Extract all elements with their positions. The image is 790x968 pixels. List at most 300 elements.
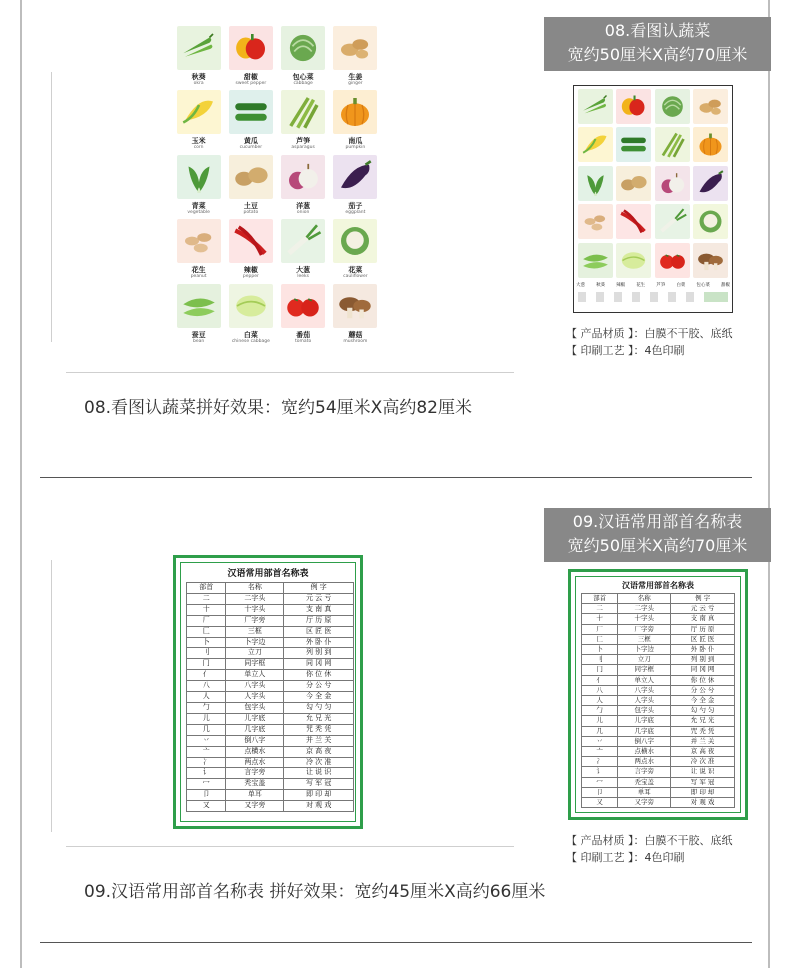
vegetable-name: 玉米: [191, 137, 206, 146]
radical-name-cell: 十字头: [226, 604, 284, 615]
example-chars-cell: 同 冈 网: [284, 659, 354, 670]
vegetable-card: [654, 204, 691, 240]
vegetable-card: [654, 166, 691, 202]
radical-cell: 卜: [582, 645, 618, 655]
vegetable-name: 包心菜: [292, 73, 314, 81]
table-row: [187, 615, 354, 626]
table-row: [582, 624, 735, 634]
radical-name-cell: 言字旁: [226, 768, 284, 779]
table-row: [582, 706, 735, 716]
bok-choy-icon: [177, 155, 221, 199]
product-size-line: 宽约50厘米X高约70厘米: [567, 536, 748, 555]
table-row: [187, 779, 354, 790]
pumpkin-icon: [333, 90, 377, 134]
small-poster-footer-label: 甜椒: [720, 283, 730, 288]
radical-cell: 丷: [187, 735, 226, 746]
small-poster-footer-label: 辣椒: [616, 283, 626, 288]
radical-cell: 亻: [582, 675, 618, 685]
chili-icon: [229, 219, 273, 263]
table-row: [187, 637, 354, 648]
radicals-poster-title: 汉语常用部首名称表: [227, 569, 309, 579]
vegetable-name: 洋葱: [296, 201, 311, 210]
table-row: [582, 787, 735, 797]
radical-cell: 匚: [582, 634, 618, 644]
onion-icon: [281, 155, 325, 199]
radical-name-cell: 三框: [618, 634, 671, 644]
vegetable-card: [280, 219, 327, 283]
vegetable-name: 生姜: [348, 73, 363, 81]
chili-icon: [616, 204, 651, 239]
example-chars-cell: 并 兰 关: [671, 736, 735, 746]
radical-cell: 儿: [582, 716, 618, 726]
vegetable-card: [227, 284, 274, 348]
vegetable-card: [654, 127, 691, 163]
radical-cell: 冖: [187, 779, 226, 790]
table-row: [187, 801, 354, 812]
vegetable-card: [175, 26, 222, 90]
example-chars-cell: 勾 勺 匀: [671, 706, 735, 716]
radical-name-cell: 人字头: [226, 692, 284, 703]
example-chars-cell: 分 公 兮: [284, 681, 354, 692]
vegetable-card: [693, 243, 730, 279]
table-row: [582, 665, 735, 675]
table-row: [582, 645, 735, 655]
potato-icon: [616, 166, 651, 201]
vegetable-card: [332, 155, 379, 219]
radicals-column-header: 例 字: [671, 594, 735, 604]
example-chars-cell: 今 全 金: [671, 696, 735, 706]
radical-name-cell: 秃宝盖: [226, 779, 284, 790]
radical-cell: 厂: [582, 624, 618, 634]
example-chars-cell: 并 兰 关: [284, 735, 354, 746]
radicals-poster-title: 汉语常用部首名称表: [622, 581, 694, 590]
radical-name-cell: 秃宝盖: [618, 777, 671, 787]
vegetable-card: [227, 219, 274, 283]
table-row: [582, 634, 735, 644]
vegetable-english-name: ginger: [348, 81, 363, 86]
vegetable-english-name: cabbage: [293, 81, 313, 86]
radical-cell: 二: [582, 604, 618, 614]
vegetable-card: [332, 90, 379, 154]
radical-name-cell: 几字底: [226, 724, 284, 735]
radical-name-cell: 点横水: [226, 746, 284, 757]
radical-name-cell: 人字头: [618, 696, 671, 706]
example-chars-cell: 你 位 休: [284, 670, 354, 681]
radical-name-cell: 包字头: [618, 706, 671, 716]
cabbage-icon: [281, 26, 325, 70]
table-row: [582, 716, 735, 726]
vegetable-card: [577, 166, 614, 202]
example-chars-cell: 厅 历 原: [284, 615, 354, 626]
okra-icon: [578, 89, 613, 124]
vegetable-english-name: chinese cabbage: [231, 338, 270, 344]
small-poster-labels-row: [578, 292, 728, 306]
radical-name-cell: 八字头: [618, 685, 671, 695]
table-row: [187, 670, 354, 681]
table-row: [582, 655, 735, 665]
radical-name-cell: 同字框: [226, 659, 284, 670]
radical-cell: 讠: [187, 768, 226, 779]
vegetable-card: [577, 127, 614, 163]
vegetable-english-name: potato: [243, 209, 259, 215]
radical-cell: 又: [582, 798, 618, 808]
vegetable-card: [693, 89, 730, 125]
vegetable-english-name: bean: [193, 338, 205, 344]
radical-name-cell: 几字底: [618, 726, 671, 736]
example-chars-cell: 对 观 戏: [671, 798, 735, 808]
product-size-line: 宽约50厘米X高约70厘米: [567, 45, 748, 64]
tomato-icon: [281, 284, 325, 328]
ginger-icon: [333, 26, 377, 70]
vegetable-card: [616, 166, 653, 202]
table-row: [582, 747, 735, 757]
example-chars-cell: 勾 勺 匀: [284, 702, 354, 713]
radical-name-cell: 卜字边: [618, 645, 671, 655]
radical-name-cell: 二字头: [618, 604, 671, 614]
vegetable-name: 花生: [191, 266, 206, 275]
vegetable-card: [280, 26, 327, 90]
example-chars-cell: 写 军 冠: [284, 779, 354, 790]
radical-name-cell: 又字旁: [618, 798, 671, 808]
radical-cell: 冖: [582, 777, 618, 787]
radical-cell: 几: [187, 724, 226, 735]
vegetable-card: [654, 89, 691, 125]
table-row: [187, 626, 354, 637]
vegetable-name: 花菜: [348, 266, 363, 275]
vegetable-english-name: sweet pepper: [235, 81, 267, 86]
corn-icon: [177, 90, 221, 134]
example-chars-cell: 允 兄 光: [671, 716, 735, 726]
radical-cell: 八: [187, 681, 226, 692]
radical-name-cell: 又字旁: [226, 801, 284, 812]
radicals-column-header: 名称: [226, 583, 284, 594]
radical-name-cell: 儿字底: [226, 713, 284, 724]
example-chars-cell: 区 匠 医: [671, 634, 735, 644]
table-row: [582, 604, 735, 614]
radical-name-cell: 两点水: [618, 757, 671, 767]
vertical-guide-line: [51, 560, 52, 832]
cucumber-icon: [616, 127, 651, 162]
cauliflower-icon: [693, 204, 728, 239]
vegetable-card: [332, 26, 379, 90]
mushroom-icon: [333, 284, 377, 328]
radical-name-cell: 十字头: [618, 614, 671, 624]
printing-info: 【 印刷工艺 】：4色印刷: [566, 344, 685, 357]
radical-cell: 亠: [187, 746, 226, 757]
eggplant-icon: [693, 166, 728, 201]
radical-cell: 厂: [187, 615, 226, 626]
radicals-column-header: 例 字: [284, 583, 354, 594]
small-poster-footer-label: 秋葵: [596, 283, 606, 288]
bean-icon: [578, 243, 613, 278]
vegetable-name: 黄瓜: [243, 137, 258, 146]
example-chars-cell: 厅 历 原: [671, 624, 735, 634]
small-poster-footer-label: 大葱: [576, 283, 585, 288]
vegetable-english-name: okra: [193, 81, 204, 86]
radical-name-cell: 二字头: [226, 593, 284, 604]
vegetable-english-name: peanut: [190, 274, 207, 280]
vegetable-card: [616, 204, 653, 240]
onion-icon: [655, 166, 690, 201]
vegetable-name: 蚕豆: [191, 330, 206, 339]
vegetable-name: 南瓜: [348, 137, 363, 146]
radical-name-cell: 同字框: [618, 665, 671, 675]
chinese-cabbage-icon: [229, 284, 273, 328]
radical-cell: 亠: [582, 747, 618, 757]
assembled-size-caption: 08.看图认蔬菜拼好效果：宽约54厘米X高约82厘米: [84, 398, 472, 418]
table-row: [582, 736, 735, 746]
radicals-column-header: 部首: [187, 583, 226, 594]
table-row: [187, 692, 354, 703]
vegetable-english-name: onion: [296, 209, 310, 215]
example-chars-cell: 列 别 到: [284, 648, 354, 659]
vegetable-card: [332, 219, 379, 283]
table-row: [187, 724, 354, 735]
table-row: [582, 726, 735, 736]
example-chars-cell: 分 公 兮: [671, 685, 735, 695]
material-info: 【 产品材质 】：白膜不干胶、底纸: [566, 327, 733, 340]
vegetable-card: [577, 243, 614, 279]
radicals-poster-small: [568, 569, 748, 820]
vegetable-card: [227, 155, 274, 219]
vegetable-name: 青菜: [191, 201, 206, 210]
vegetable-english-name: corn: [193, 145, 204, 151]
example-chars-cell: 今 全 金: [284, 692, 354, 703]
vegetable-card: [227, 26, 274, 90]
radical-name-cell: 单耳: [226, 790, 284, 801]
table-row: [582, 798, 735, 808]
vegetable-english-name: tomato: [295, 338, 312, 344]
peanut-icon: [578, 204, 613, 239]
printing-info: 【 印刷工艺 】：4色印刷: [566, 851, 685, 864]
example-chars-cell: 区 匠 医: [284, 626, 354, 637]
radicals-column-header: 部首: [582, 594, 618, 604]
vegetable-name: 茄子: [348, 201, 363, 210]
table-row: [187, 659, 354, 670]
radicals-column-header: 名称: [618, 594, 671, 604]
vegetable-name: 土豆: [243, 201, 258, 210]
tomato-icon: [655, 243, 690, 278]
table-row: [187, 648, 354, 659]
assembled-size-caption: 09.汉语常用部首名称表 拼好效果：宽约45厘米X高约66厘米: [84, 882, 546, 902]
table-row: [582, 696, 735, 706]
radical-name-cell: 点横水: [618, 747, 671, 757]
vegetable-card: [175, 284, 222, 348]
example-chars-cell: 支 南 真: [284, 604, 354, 615]
product-title-box: [544, 508, 771, 562]
radical-cell: 勹: [187, 702, 226, 713]
radical-name-cell: 倒八字: [618, 736, 671, 746]
material-info: 【 产品材质 】：白膜不干胶、底纸: [566, 834, 733, 847]
table-row: [187, 681, 354, 692]
radical-cell: 刂: [187, 648, 226, 659]
vegetable-name: 秋葵: [191, 73, 206, 81]
product-title-line1: 09.汉语常用部首名称表: [572, 512, 743, 531]
vegetable-name: 番茄: [296, 330, 311, 339]
table-row: [187, 768, 354, 779]
radical-name-cell: 立刀: [618, 655, 671, 665]
vegetable-name: 芦笋: [296, 137, 311, 146]
table-row: [187, 702, 354, 713]
radical-name-cell: 倒八字: [226, 735, 284, 746]
leek-icon: [655, 204, 690, 239]
radical-cell: 卩: [187, 790, 226, 801]
example-chars-cell: 京 高 夜: [284, 746, 354, 757]
vegetable-poster-large: [175, 26, 379, 348]
radical-cell: 人: [582, 696, 618, 706]
radical-name-cell: 单立人: [226, 670, 284, 681]
example-chars-cell: 冷 次 准: [284, 757, 354, 768]
table-row: [582, 614, 735, 624]
example-chars-cell: 对 观 戏: [284, 801, 354, 812]
table-row: [187, 713, 354, 724]
vegetable-english-name: leeks: [297, 274, 309, 280]
small-poster-footer-label: 包心菜: [696, 283, 710, 288]
radical-cell: 几: [582, 726, 618, 736]
radical-cell: 刂: [582, 655, 618, 665]
example-chars-cell: 允 兄 光: [284, 713, 354, 724]
example-chars-cell: 让 说 识: [671, 767, 735, 777]
table-row: [582, 757, 735, 767]
table-row: [582, 777, 735, 787]
small-poster-footer-label: 白菜: [676, 283, 686, 288]
radical-cell: 亻: [187, 670, 226, 681]
example-chars-cell: 咒 秃 凭: [284, 724, 354, 735]
vegetable-name: 甜椒: [243, 73, 258, 81]
radicals-header-row: [187, 583, 354, 594]
radicals-table: [186, 582, 354, 812]
radical-name-cell: 立刀: [226, 648, 284, 659]
vegetable-card: [175, 90, 222, 154]
vegetable-card: [280, 284, 327, 348]
vegetable-card: [577, 89, 614, 125]
radical-name-cell: 厂字旁: [226, 615, 284, 626]
vegetable-name: 大葱: [296, 266, 311, 275]
radicals-table-small: [581, 593, 735, 808]
example-chars-cell: 写 军 冠: [671, 777, 735, 787]
vegetable-english-name: eggplant: [345, 209, 366, 215]
example-chars-cell: 外 卧 仆: [284, 637, 354, 648]
vegetable-card: [616, 127, 653, 163]
chinese-cabbage-icon: [616, 243, 651, 278]
small-poster-footer-label: 芦笋: [656, 283, 666, 288]
radical-cell: 人: [187, 692, 226, 703]
product-title-line1: 08.看图认蔬菜: [604, 21, 711, 40]
radicals-poster-large: [173, 555, 363, 829]
corn-icon: [578, 127, 613, 162]
vegetable-english-name: pepper: [242, 274, 259, 280]
radical-cell: 冂: [582, 665, 618, 675]
radical-cell: 又: [187, 801, 226, 812]
example-chars-cell: 京 高 夜: [671, 747, 735, 757]
cauliflower-icon: [333, 219, 377, 263]
table-row: [187, 757, 354, 768]
page-border-right: [768, 0, 770, 968]
ginger-icon: [693, 89, 728, 124]
pumpkin-icon: [693, 127, 728, 162]
radical-cell: 卜: [187, 637, 226, 648]
small-poster-footer-label: 花生: [636, 283, 646, 288]
example-chars-cell: 即 印 却: [671, 787, 735, 797]
vegetable-card: [577, 204, 614, 240]
radical-cell: 十: [582, 614, 618, 624]
vegetable-card: [280, 155, 327, 219]
example-chars-cell: 让 说 识: [284, 768, 354, 779]
radical-cell: 儿: [187, 713, 226, 724]
mushroom-icon: [693, 243, 728, 278]
example-chars-cell: 冷 次 准: [671, 757, 735, 767]
peanut-icon: [177, 219, 221, 263]
radical-cell: 匚: [187, 626, 226, 637]
table-row: [187, 593, 354, 604]
potato-icon: [229, 155, 273, 199]
radical-name-cell: 言字旁: [618, 767, 671, 777]
cabbage-icon: [655, 89, 690, 124]
vertical-guide-line: [51, 72, 52, 342]
example-chars-cell: 你 位 休: [671, 675, 735, 685]
vegetable-english-name: pumpkin: [345, 145, 366, 151]
section-divider: [40, 942, 752, 943]
eggplant-icon: [333, 155, 377, 199]
radical-cell: 讠: [582, 767, 618, 777]
vegetable-english-name: cauliflower: [343, 274, 368, 280]
vegetable-name: 蘑菇: [348, 330, 363, 339]
radical-cell: 冂: [187, 659, 226, 670]
radical-cell: 十: [187, 604, 226, 615]
table-row: [187, 604, 354, 615]
radical-name-cell: 单立人: [618, 675, 671, 685]
horizontal-guide-line: [66, 846, 514, 847]
radical-name-cell: 三框: [226, 626, 284, 637]
radical-name-cell: 八字头: [226, 681, 284, 692]
vegetable-english-name: mushroom: [343, 338, 368, 344]
example-chars-cell: 即 印 却: [284, 790, 354, 801]
radical-name-cell: 单耳: [618, 787, 671, 797]
table-row: [582, 767, 735, 777]
example-chars-cell: 同 冈 网: [671, 665, 735, 675]
radical-cell: 卩: [582, 787, 618, 797]
vegetable-card: [332, 284, 379, 348]
radical-cell: 八: [582, 685, 618, 695]
product-title-box: [544, 17, 771, 71]
example-chars-cell: 元 云 亏: [671, 604, 735, 614]
vegetable-english-name: asparagus: [291, 145, 315, 151]
okra-icon: [177, 26, 221, 70]
radical-cell: 勹: [582, 706, 618, 716]
radical-name-cell: 厂字旁: [618, 624, 671, 634]
vegetable-card: [693, 127, 730, 163]
leek-icon: [281, 219, 325, 263]
vegetable-card: [654, 243, 691, 279]
example-chars-cell: 咒 秃 凭: [671, 726, 735, 736]
vegetable-english-name: cucumber: [239, 145, 263, 151]
cucumber-icon: [229, 90, 273, 134]
vegetable-card: [616, 89, 653, 125]
asparagus-icon: [281, 90, 325, 134]
vegetable-card: [227, 90, 274, 154]
vegetable-card: [693, 166, 730, 202]
horizontal-guide-line: [66, 372, 514, 373]
bok-choy-icon: [578, 166, 613, 201]
table-row: [187, 790, 354, 801]
small-poster-footer: [576, 282, 730, 288]
table-row: [582, 675, 735, 685]
radical-cell: 冫: [187, 757, 226, 768]
product-section-vegetables: [22, 0, 768, 478]
radical-name-cell: 包字头: [226, 702, 284, 713]
radical-name-cell: 两点水: [226, 757, 284, 768]
sweet-pepper-icon: [616, 89, 651, 124]
